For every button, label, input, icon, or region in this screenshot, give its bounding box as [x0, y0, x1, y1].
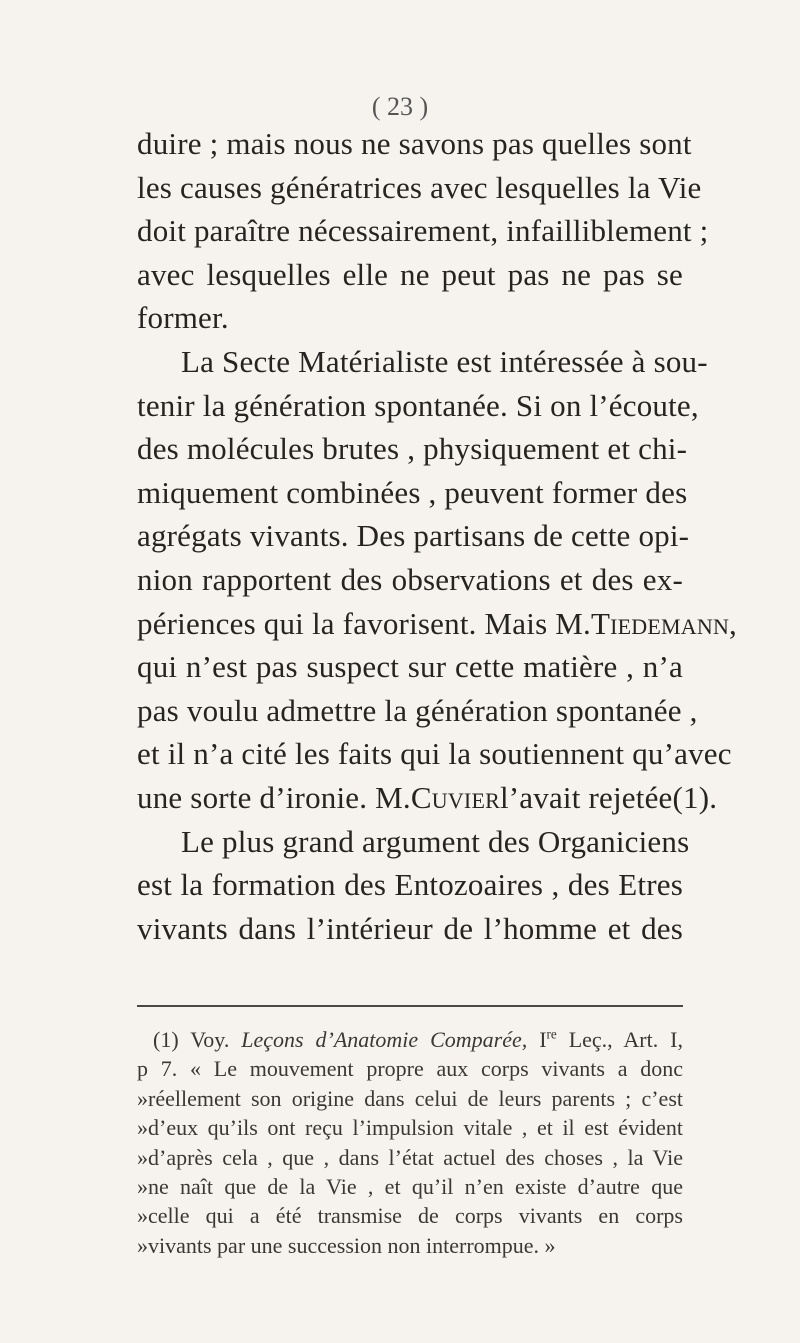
paragraph-start: Le plus grand argument des Organiciens — [181, 823, 690, 859]
text-line: des molécules brutes , physiquement et chi- — [137, 431, 688, 467]
author-name-tiedemann: Tiedemann, — [591, 605, 738, 641]
text-line: agrégats vivants. Des partisans de cette opi- — [137, 518, 690, 554]
footnote-divider — [137, 1005, 683, 1007]
text-line: miquement combinées , peuvent former des — [137, 474, 688, 510]
main-text — [137, 122, 738, 950]
footnote-line: »d’eux qu’ils ont reçu l’impulsion vitale , et il est évident — [137, 1115, 683, 1141]
text-line: et il n’a cité les faits qui la soutiennent qu’avec — [137, 736, 732, 772]
page-number: ( 23 ) — [371, 92, 429, 121]
text-line: duire ; mais nous ne savons pas quelles sont — [137, 126, 692, 161]
footnote-lecon-sup: re — [546, 1026, 557, 1042]
text-line: vivants dans l’intérieur de l’homme et des — [137, 910, 683, 946]
footnote-line: »d’après cela , que , dans l’état actuel des choses , la Vie — [137, 1144, 683, 1170]
text-segment: périences qui la favorisent. Mais M. — [137, 605, 591, 641]
footnote-line: »réellement son origine dans celui de leurs parents ; c’est — [137, 1085, 683, 1111]
text-line: former. — [137, 300, 229, 336]
paragraph-start: La Secte Matérialiste est intéressée à sou- — [181, 343, 708, 379]
footnote-voy: Voy. — [190, 1027, 230, 1052]
footnote-line: »celle qui a été transmise de corps vivants en corps — [137, 1203, 683, 1229]
text-line: doit paraître nécessairement, infailliblement ; — [137, 213, 709, 249]
text-line: qui n’est pas suspect sur cette matière , n’a — [137, 649, 683, 685]
text-line: nion rapportent des observations et des ex- — [137, 561, 683, 597]
footnote-line: »vivants par une succession non interrompue. » — [137, 1232, 556, 1258]
text-segment: l’avait rejetée(1). — [499, 779, 718, 815]
footnote-book-title: Leçons d’Anatomie Comparée, — [241, 1027, 528, 1052]
text-line: pas voulu admettre la génération spontanée , — [137, 692, 698, 728]
text-line: avec lesquelles elle ne peut pas ne pas se — [137, 256, 683, 292]
footnote — [137, 1025, 683, 1260]
text-line: les causes génératrices avec lesquelles la Vie — [137, 169, 702, 205]
footnote-line: »ne naît que de la Vie , et qu’il n’en existe d’autre que — [137, 1173, 683, 1199]
footnote-line: p 7. « Le mouvement propre aux corps vivants a donc — [137, 1056, 683, 1082]
footnote-lecon-num: I — [539, 1027, 547, 1052]
footnote-first-line — [137, 1025, 683, 1054]
text-line-cuvier — [137, 776, 718, 820]
text-line: tenir la génération spontanée. Si on l’écoute, — [137, 387, 699, 423]
footnote-lecon-rest: Leç., Art. I, — [568, 1027, 683, 1052]
text-line: est la formation des Entozoaires , des Etres — [137, 867, 683, 903]
footnote-marker: (1) — [153, 1027, 179, 1052]
author-name-cuvier: Cuvier — [410, 779, 500, 815]
text-segment: une sorte d’ironie. M. — [137, 779, 411, 815]
text-line-tiedemann — [137, 602, 738, 646]
